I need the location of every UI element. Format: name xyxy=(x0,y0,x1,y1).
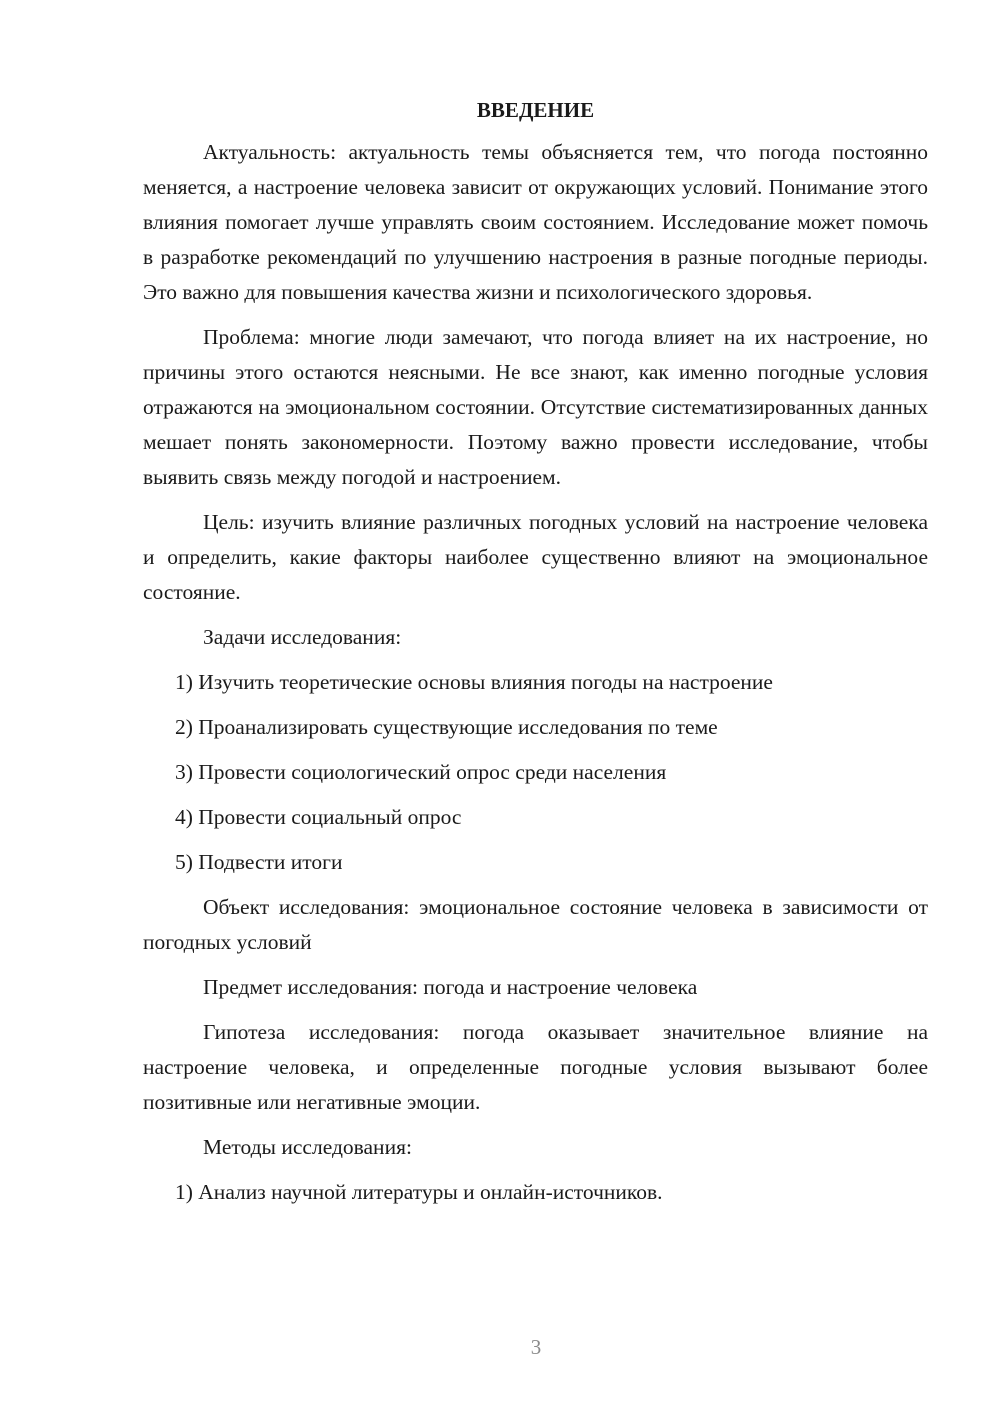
task-item: 5) Подвести итоги xyxy=(175,850,343,874)
method-item: 1) Анализ научной литературы и онлайн-источников. xyxy=(175,1180,663,1204)
page-number: 3 xyxy=(530,1335,542,1359)
relevance-paragraph: Актуальность: актуальность темы объясняется тем, что погода постоянно меняется, а настроение человека зависит от окружающих условий. Понимание этого влияния помогает лучше управлять своим состоянием. Исследование может помочь в разработке рекомендаций по улучшению настроения в разные погодные периоды. Это важно для повышения качества жизни и психологического здоровья. xyxy=(143,140,928,304)
tasks-title: Задачи исследования: xyxy=(203,625,402,649)
task-item: 4) Провести социальный опрос xyxy=(175,805,462,829)
task-item: 3) Провести социологический опрос среди населения xyxy=(175,760,667,784)
problem-paragraph: Проблема: многие люди замечают, что погода влияет на их настроение, но причины этого остаются неясными. Не все знают, как именно погодные условия отражаются на эмоциональном состоянии. Отсутствие систематизированных данных мешает понять закономерности. Поэтому важно провести исследование, чтобы выявить связь между погодой и настроением. xyxy=(143,325,928,489)
subject-paragraph: Предмет исследования: погода и настроение человека xyxy=(203,975,698,999)
tasks-list xyxy=(143,665,928,880)
methods-list xyxy=(143,1175,928,1210)
object-paragraph: Объект исследования: эмоциональное состояние человека в зависимости от погодных условий xyxy=(143,895,928,954)
task-item: 1) Изучить теоретические основы влияния погоды на настроение xyxy=(175,670,773,694)
task-item: 2) Проанализировать существующие исследования по теме xyxy=(175,715,718,739)
hypothesis-paragraph: Гипотеза исследования: погода оказывает значительное влияние на настроение человека, и определенные погодные условия вызывают более позитивные или негативные эмоции. xyxy=(143,1020,928,1114)
section-heading: ВВЕДЕНИЕ xyxy=(476,98,595,122)
goal-paragraph: Цель: изучить влияние различных погодных условий на настроение человека и определить, какие факторы наиболее существенно влияют на эмоциональное состояние. xyxy=(143,510,928,604)
document-page xyxy=(143,95,928,1210)
methods-title: Методы исследования: xyxy=(203,1135,412,1159)
